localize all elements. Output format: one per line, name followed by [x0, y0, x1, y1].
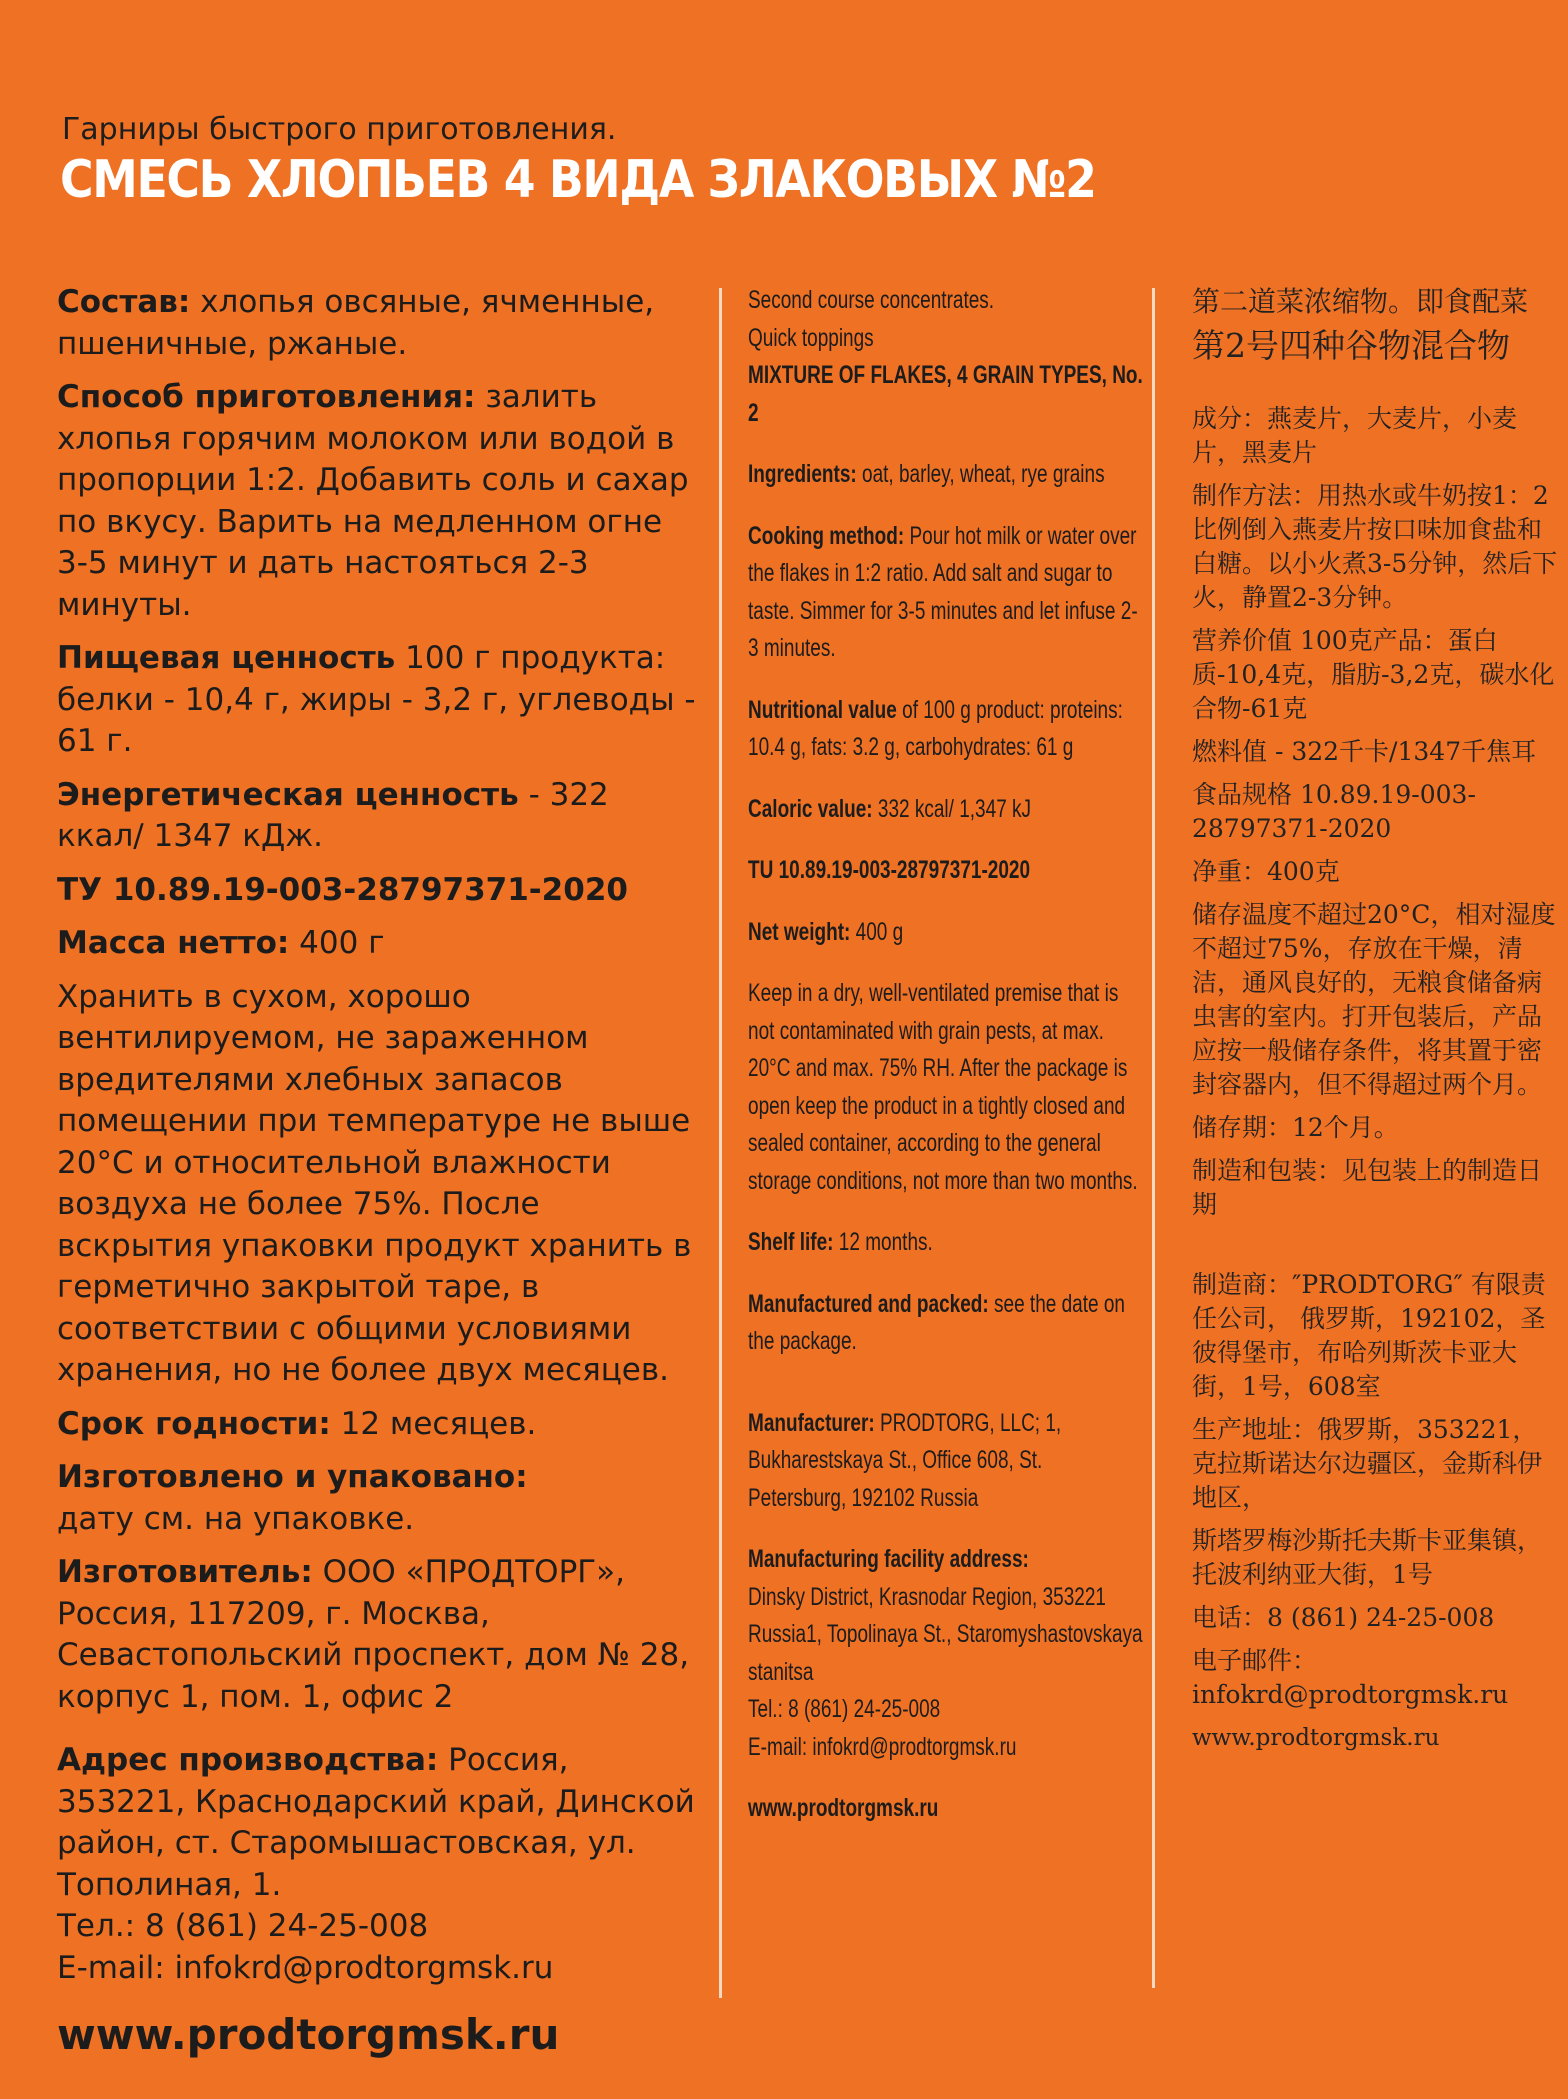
ru-shelf-life: Срок годности: 12 месяцев.: [57, 1405, 537, 1442]
zh-shelf-life: 储存期：12个月。: [1192, 1113, 1399, 1142]
zh-header: 第二道菜浓缩物。即食配菜 第2号四种谷物混合物: [1192, 285, 1529, 365]
ru-cooking: Способ приготовления: залить хлопья горячим молоком или водой в пропорции 1:2. Добавить соль и сахар по вкусу. Варить на медленном огне 3-5 минут и дать настояться 2-3 минуты.: [57, 379, 689, 623]
ru-tu: ТУ 10.89.19-003-28797371-2020: [57, 871, 628, 908]
ru-website-link[interactable]: www.prodtorgmsk.ru: [57, 2010, 560, 2059]
zh-composition: 成分：燕麦片，大麦片，小麦片，黑麦片: [1192, 404, 1518, 467]
zh-phone: 电话：8 (861) 24-25-008: [1192, 1603, 1495, 1632]
zh-nutrition: 营养价值 100克产品：蛋白质-10,4克，脂肪-3,2克，碳水化合物-61克: [1192, 626, 1555, 723]
en-storage: Keep in a dry, well-ventilated premise that is not contaminated with grain pests, at max. 20°C and max. 75% RH. After the package is open keep the product in a tightly closed and sealed container, according to the general storage conditions, not more than two months.: [748, 979, 1138, 1195]
zh-cooking: 制作方法：用热水或牛奶按1：2比例倒入燕麦片按口味加食盐和白糖。以小火煮3-5分钟，然后下火，静置2-3分钟。: [1192, 481, 1558, 612]
column-divider-1: [719, 288, 722, 1998]
zh-email: 电子邮件：infokrd@prodtorgmsk.ru: [1192, 1646, 1509, 1709]
en-tu: TU 10.89.19-003-28797371-2020: [748, 856, 1031, 884]
en-facility: Manufacturing facility address: Dinsky District, Krasnodar Region, 353221 Russia1, Topolinaya St., Staromyshastovskaya stanitsa Tel.: 8 (861) 24-25-008 E-mail: infokrd@prodtorgmsk.ru: [748, 1545, 1143, 1761]
ru-manufacturer: Изготовитель: ООО «ПРОДТОРГ», Россия, 117209, г. Москва, Севастопольский проспект, дом № 28, корпус 1, пом. 1, офис 2: [57, 1554, 690, 1715]
zh-standard: 食品规格 10.89.19-003-28797371-2020: [1192, 780, 1476, 843]
column-divider-2: [1152, 288, 1155, 1988]
en-website[interactable]: www.prodtorgmsk.ru: [748, 1794, 939, 1822]
en-cooking: Cooking method: Pour hot milk or water over the flakes in 1:2 ratio. Add salt and sugar to taste. Simmer for 3-5 minutes and let infuse 2-3 minutes.: [748, 521, 1138, 662]
en-net-weight: Net weight: 400 g: [748, 917, 904, 946]
zh-energy: 燃料值 - 322千卡/1347千焦耳: [1192, 737, 1537, 766]
zh-website[interactable]: www.prodtorgmsk.ru: [1192, 1725, 1440, 1751]
zh-address-1: 生产地址：俄罗斯，353221，克拉斯诺达尔边疆区，金斯科伊地区，: [1192, 1415, 1543, 1512]
ru-subtitle: Гарниры быстрого приготовления.: [62, 112, 617, 147]
ru-address: Адрес производства: Россия, 353221, Краснодарский край, Динской район, ст. Старомышастовская, ул. Тополиная, 1.: [57, 1742, 695, 1903]
en-manufacturer: Manufacturer: PRODTORG, LLC; 1, Bukharestskaya St., Office 608, St. Petersburg, 192102 Russia: [748, 1408, 1062, 1512]
zh-net-weight: 净重：400克: [1192, 857, 1340, 886]
russian-column: [57, 282, 697, 1989]
ru-made: Изготовлено и упаковано: дату см. на упаковке.: [57, 1459, 528, 1537]
en-made: Manufactured and packed: see the date on the package.: [748, 1289, 1125, 1355]
product-title: СМЕСЬ ХЛОПЬЕВ 4 ВИДА ЗЛАКОВЫХ №2: [60, 150, 1096, 210]
ru-composition: Состав: хлопья овсяные, ячменные, пшеничные, ржаные.: [57, 284, 655, 362]
zh-made: 制造和包装：见包装上的制造日期: [1192, 1156, 1543, 1219]
ru-net-weight: Масса нетто: 400 г: [57, 925, 385, 961]
ru-nutrition: Пищевая ценность 100 г продукта: белки - 10,4 г, жиры - 3,2 г, углеводы - 61 г.: [57, 640, 696, 759]
ru-email: E-mail: infokrd@prodtorgmsk.ru: [57, 1949, 554, 1986]
en-shelf-life: Shelf life: 12 months.: [748, 1228, 933, 1256]
en-nutrition: Nutritional value of 100 g product: proteins: 10.4 g, fats: 3.2 g, carbohydrates: 61 g: [748, 695, 1123, 761]
zh-manufacturer: 制造商：″PRODTORG″ 有限责任公司， 俄罗斯，192102，圣彼得堡市，布哈列斯茨卡亚大街，1号，608室: [1192, 1270, 1546, 1401]
english-column: [748, 282, 1143, 1852]
en-header: Second course concentrates. Quick toppings MIXTURE OF FLAKES, 4 GRAIN TYPES, No. 2: [748, 286, 1143, 427]
chinese-column: [1192, 278, 1562, 1764]
zh-storage: 储存温度不超过20°C，相对湿度不超过75%，存放在干燥，清洁，通风良好的，无粮食储备病虫害的室内。打开包装后，产品应按一般储存条件，将其置于密封容器内，但不得超过两个月。: [1192, 900, 1556, 1099]
zh-address-2: 斯塔罗梅沙斯托夫斯卡亚集镇，托波利纳亚大街，1号: [1192, 1526, 1543, 1589]
en-ingredients: Ingredients: oat, barley, wheat, rye grains: [748, 460, 1105, 488]
en-caloric: Caloric value: 332 kcal/ 1,347 kJ: [748, 794, 1032, 823]
ru-storage: Хранить в сухом, хорошо вентилируемом, не зараженном вредителями хлебных запасов помещении при температуре не выше 20°С и относительной влажности воздуха не более 75%. После вскрытия упаковки продукт хранить в герметично закрытой таре, в соответствии с общими условиями хранения, но не более двух месяцев.: [57, 978, 692, 1388]
ru-phone: Тел.: 8 (861) 24-25-008: [57, 1908, 429, 1944]
ru-energy: Энергетическая ценность - 322 ккал/ 1347 кДж.: [57, 776, 609, 854]
